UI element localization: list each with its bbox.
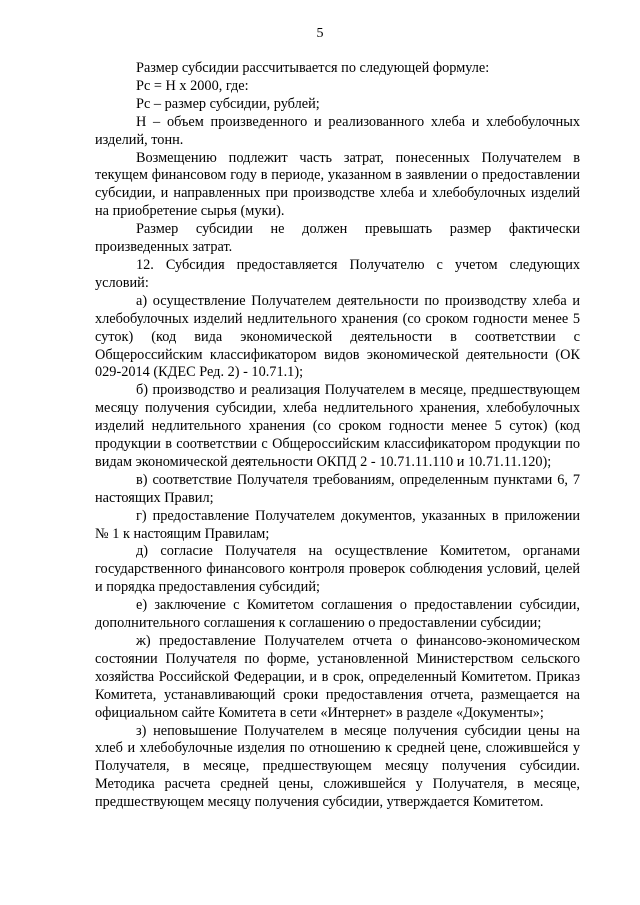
page-number: 5 xyxy=(316,26,324,41)
paragraph-limit: Размер субсидии не должен превышать размер фактически произведенных затрат. xyxy=(95,221,580,256)
condition-v: в) соответствие Получателя требованиям, определенным пунктами 6, 7 настоящих Правил; xyxy=(95,471,580,506)
condition-a: а) осуществление Получателем деятельности по производству хлеба и хлебобулочных изделий недлительного хранения (со сроком годности менее 5 суток) (код вида экономической деятельности в соответствии с Общероссийским классификатором видов экономической деятельности (ОК 029-2014 (КДЕС Ред. 2) - 10.71.1); xyxy=(95,292,580,381)
page-body xyxy=(95,60,580,812)
condition-zh: ж) предоставление Получателем отчета о финансово-экономическом состоянии Получателя по форме, установленной Министерством сельского хозяйства Российской Федерации, и в срок, определенный Комитетом. Приказ Комитета, устанавливающий сроки предоставления отчета, размещается на официальном сайте Комитета в сети «Интернет» в разделе «Документы»; xyxy=(95,633,580,721)
condition-b: б) производство и реализация Получателем в месяце, предшествующем месяцу получения субсидии, хлеба недлительного хранения, хлебобулочных изделий недлительного хранения (со сроком годности менее 5 суток) (код продукции в соответствии с Общероссийским классификатором продукции по видам экономической деятельности ОКПД 2 - 10.71.11.110 и 10.71.11.120); xyxy=(95,382,580,470)
formula-intro: Размер субсидии рассчитывается по следующей формуле: xyxy=(136,60,490,76)
formula-def-h: Н – объем произведенного и реализованного хлеба и хлебобулочных изделий, тонн. xyxy=(95,113,580,148)
condition-e: е) заключение с Комитетом соглашения о предоставлении субсидии, дополнительного соглашения к соглашению о предоставлении субсидии; xyxy=(95,597,580,632)
formula-line: Рс = Н х 2000, где: xyxy=(136,77,249,94)
clause-12-heading: 12. Субсидия предоставляется Получателю с учетом следующих условий: xyxy=(95,256,580,291)
condition-z: з) неповышение Получателем в месяце получения субсидии цены на хлеб и хлебобулочные изделия по отношению к средней цене, сложившейся у Получателя, в месяце, предшествующем месяцу получения субсидии. Методика расчета средней цены, сложившейся у Получателя, в месяце, предшествующем месяцу получения субсидии, утверждается Комитетом. xyxy=(95,722,580,811)
formula-def-rs: Рс – размер субсидии, рублей; xyxy=(136,95,320,112)
condition-g: г) предоставление Получателем документов, указанных в приложении № 1 к настоящим Правилам; xyxy=(95,507,580,542)
condition-d: д) согласие Получателя на осуществление Комитетом, органами государственного финансового контроля проверок соблюдения условий, целей и порядка предоставления субсидий; xyxy=(95,543,580,596)
paragraph-reimbursement: Возмещению подлежит часть затрат, понесенных Получателем в текущем финансовом году в периоде, указанном в заявлении о предоставлении субсидии, и направленных при производстве хлеба и хлебобулочных изделий на приобретение сырья (муки). xyxy=(95,149,580,220)
